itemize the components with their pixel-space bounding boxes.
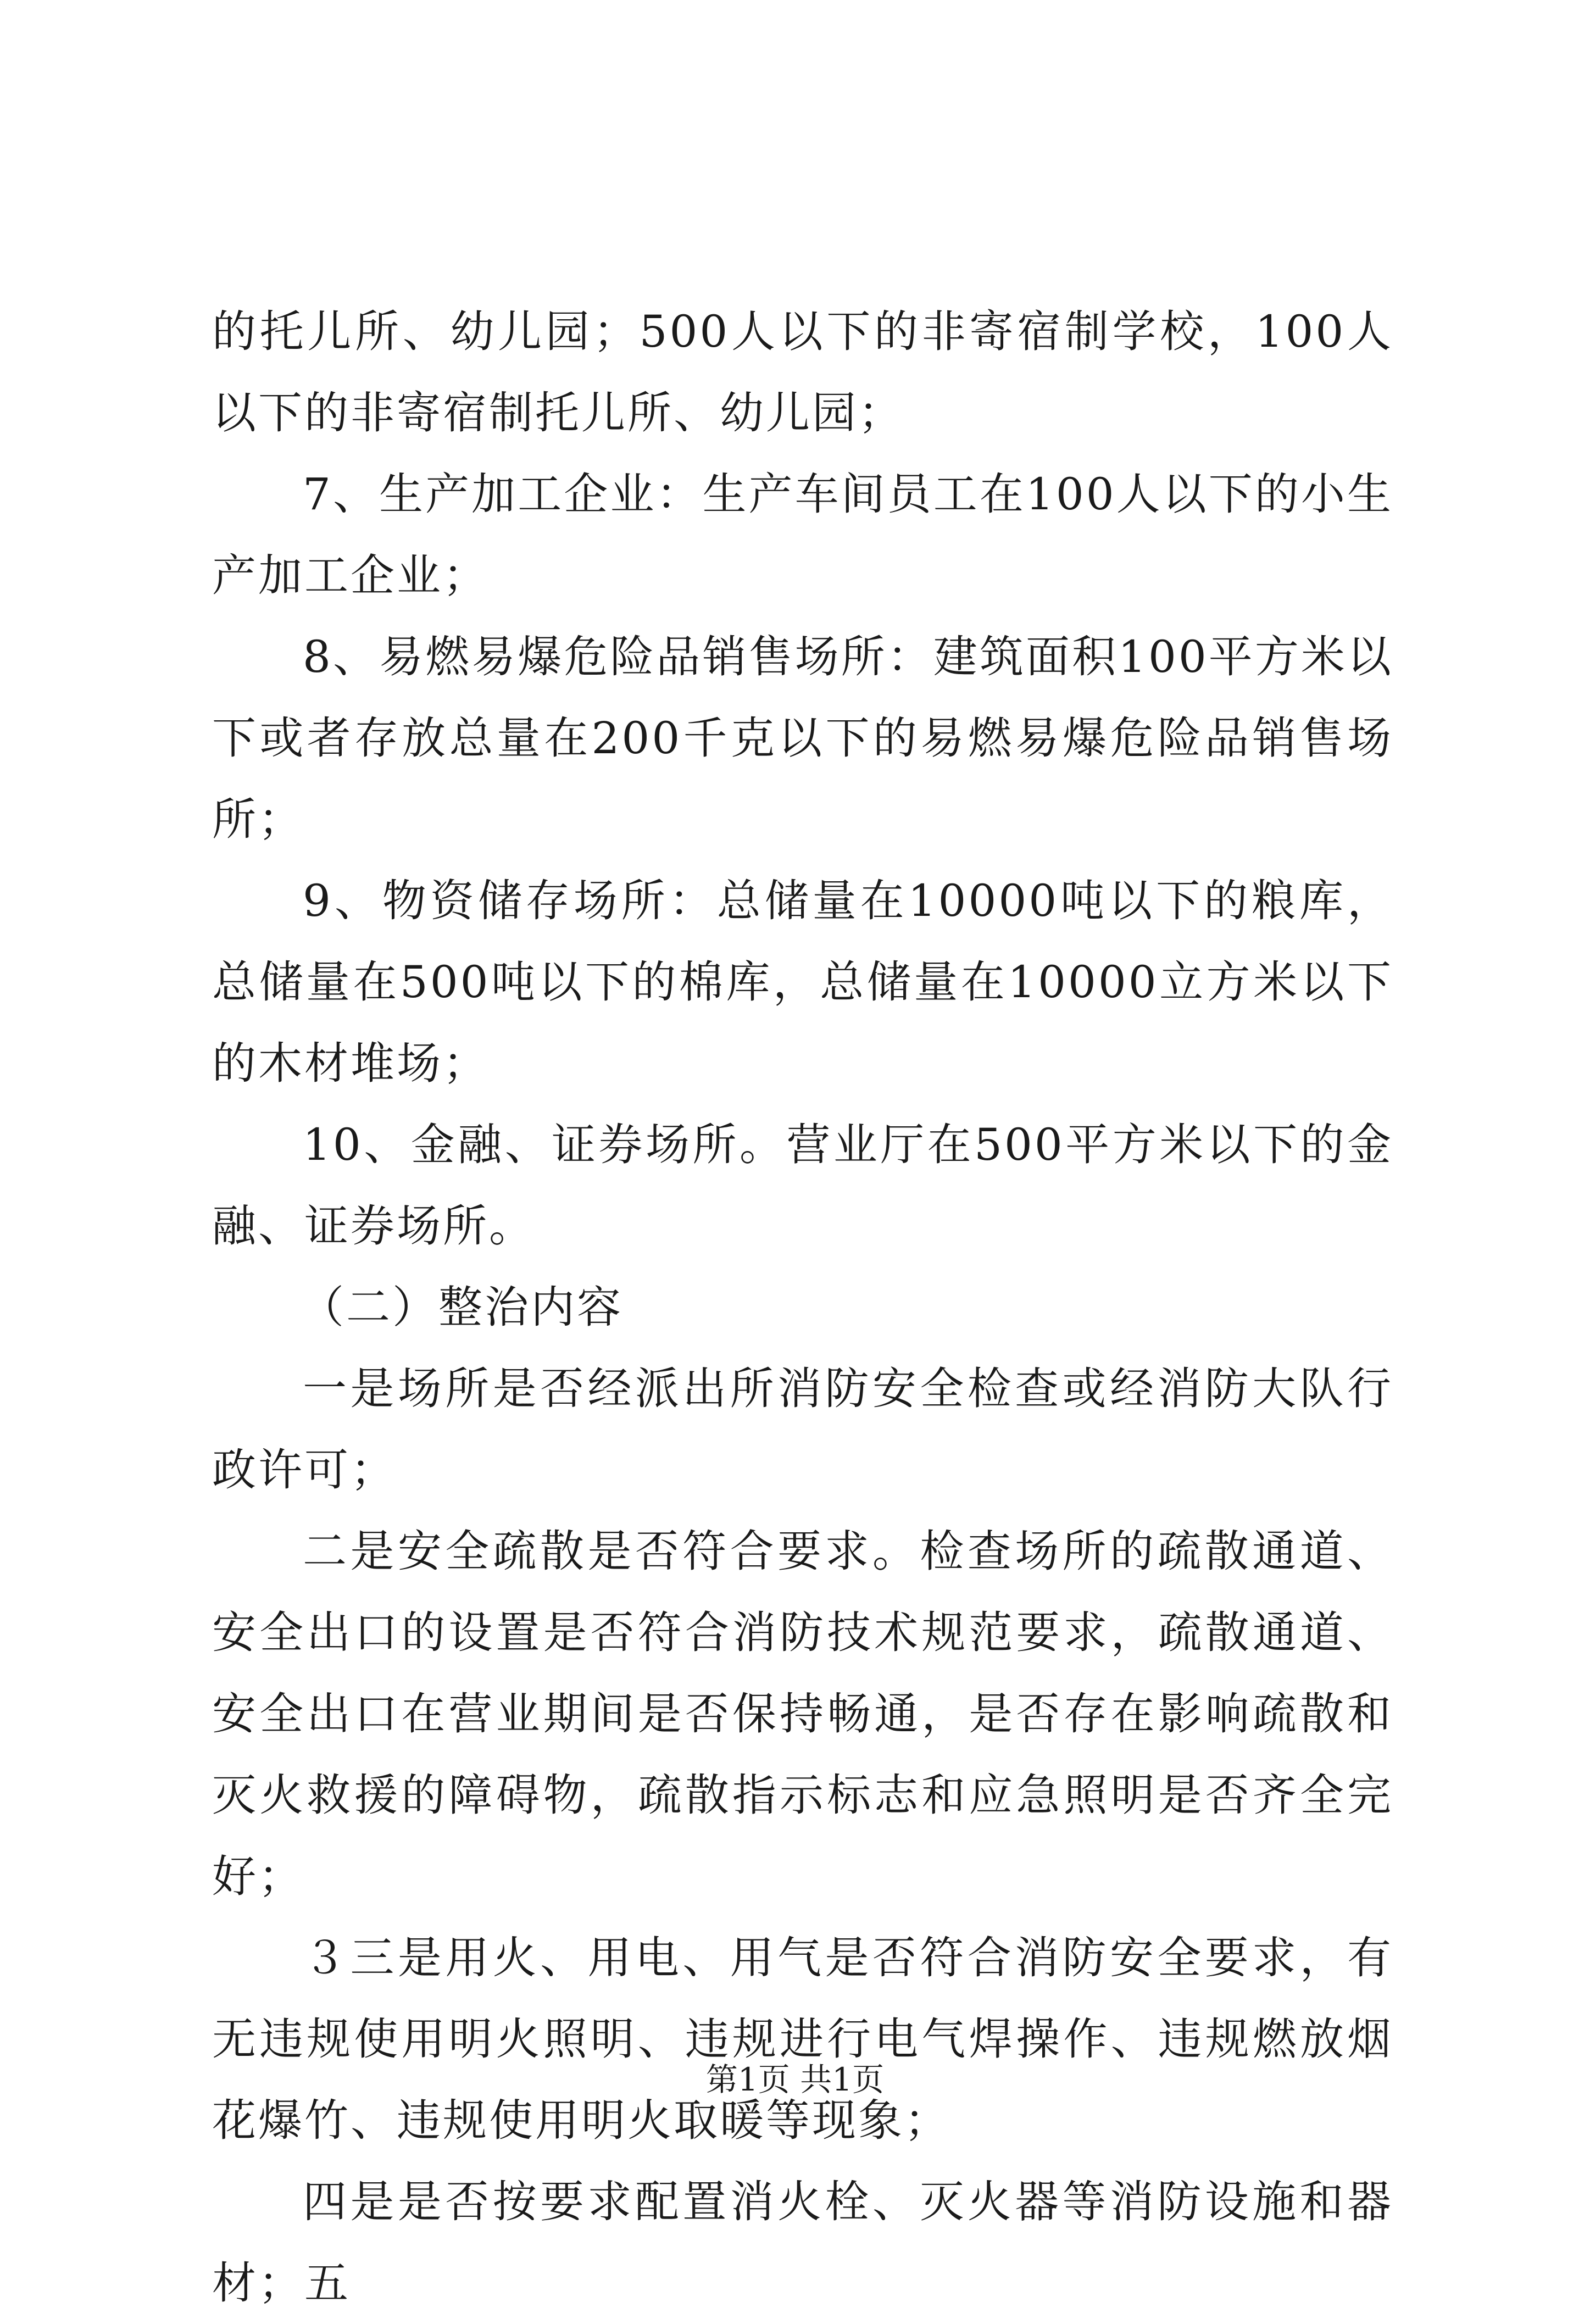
paragraph-point-1: 一是场所是否经派出所消防安全检查或经消防大队行政许可； <box>212 1363 1393 1495</box>
paragraph-item-7: 7、生产加工企业：生产车间员工在100人以下的小生产加工企业； <box>212 469 1393 601</box>
paragraph-point-4: 四是是否按要求配置消火栓、灭火器等消防设施和器材；五 <box>212 2176 1393 2309</box>
document-body <box>212 291 1393 2324</box>
paragraph-item-9: 9、物资储存场所：总储量在10000吨以下的粮库，总储量在500吨以下的棉库，总储量在10000立方米以下的木材堆场； <box>212 875 1393 1089</box>
paragraph-continuation: 的托儿所、幼儿园；500人以下的非寄宿制学校，100人以下的非寄宿制托儿所、幼儿园； <box>212 306 1393 438</box>
page-number-footer: 第1页 共1页 <box>705 2061 885 2098</box>
paragraph-point-3: ３三是用火、用电、用气是否符合消防安全要求，有无违规使用明火照明、违规进行电气焊操作、违规燃放烟花爆竹、违规使用明火取暖等现象； <box>212 1932 1393 2146</box>
paragraph-point-2: 二是安全疏散是否符合要求。检查场所的疏散通道、安全出口的设置是否符合消防技术规范要求，疏散通道、安全出口在营业期间是否保持畅通，是否存在影响疏散和灭火救援的障碍物，疏散指示标志和应急照明是否齐全完好； <box>212 1526 1393 1902</box>
section-heading: （二）整治内容 <box>300 1282 623 1333</box>
paragraph-item-8: 8、易燃易爆危险品销售场所：建筑面积100平方米以下或者存放总量在200千克以下的易燃易爆危险品销售场所； <box>212 631 1393 845</box>
paragraph-item-10: 10、金融、证券场所。营业厅在500平方米以下的金融、证券场所。 <box>212 1119 1393 1252</box>
